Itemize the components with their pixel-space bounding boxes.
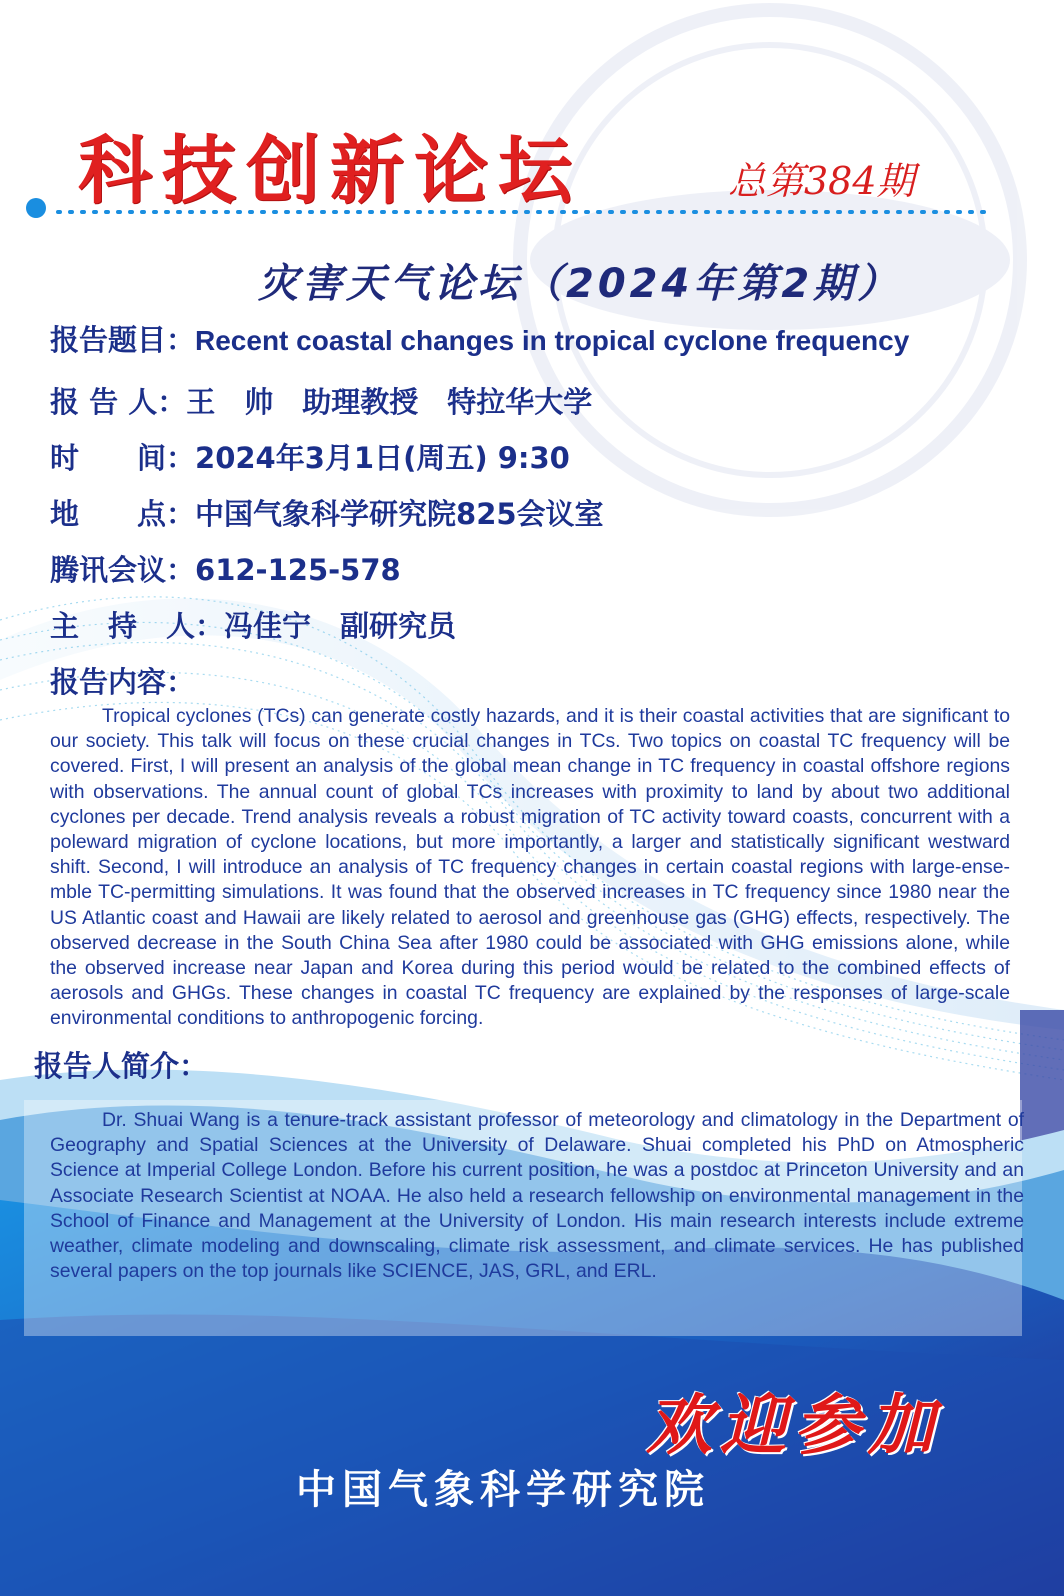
info-label: 主 持 人： — [50, 609, 225, 643]
organization-name: 中国气象科学研究院 — [296, 1467, 710, 1513]
info-label: 腾讯会议： — [50, 553, 196, 587]
info-row-location — [50, 492, 604, 533]
info-row-title — [50, 318, 909, 359]
info-row-time — [50, 436, 570, 477]
info-value: 中国气象科学研究院825会议室 — [195, 497, 604, 531]
info-value: Recent coastal changes in tropical cyclone frequency — [195, 325, 910, 356]
info-label: 报告题目： — [50, 323, 196, 357]
info-value: 612-125-578 — [195, 553, 401, 587]
forum-subtitle: 灾害天气论坛（2024年第2期） — [258, 261, 902, 307]
bio-paragraph: Dr. Shuai Wang is a tenure-track assistant professor of meteorology and climatology in the Department of Geography and Spatial Sciences at the University of Delaware. Shuai completed his PhD on Atmospheric Science at Imperial College London. Before his current position, he was a postdoc at Princeton University and an Associate Research Scientist at NOAA. He also held a research fellowship on environmental management in the School of Finance and Management at the University of London. His main research interests include extreme weather, climate modeling and downscaling, climate risk assessment, and climate services. He has published several papers on the top journals like SCIENCE, JAS, GRL, and ERL. — [50, 1109, 1024, 1283]
bio-heading: 报告人简介： — [34, 1049, 209, 1083]
info-label: 地 点： — [50, 497, 196, 531]
issue-number: 总第384期 — [728, 159, 915, 203]
info-row-speaker — [50, 380, 592, 421]
forum-title: 科技创新论坛 — [78, 128, 582, 214]
abstract-paragraph: Tropical cyclones (TCs) can generate costly hazards, and it is their coastal activities that are significant to our society. This talk will focus on these crucial changes in TCs. Two topics on coastal TC frequency will be covered. First, I will present an analysis of the global mean change in TC frequency in coastal offshore regions with observations. The annual count of global TCs increases with proximity to land by about two additional cyclones per decade. Trend analysis reveals a robust migration of TC activity toward coasts, concurrent with a poleward migration of cyclone locations, but more importantly, a larger and statistically significant westward shift. Second, I will introduce an analysis of TC frequency changes in certain coastal regions with large-ense-mble TC-permitting simulations. It was found that the observed increases in TC frequency since 1980 near the US Atlantic coast and Hawaii are likely related to aerosol and greenhouse gas (GHG) effects, respectively. The observed decrease in the South China Sea after 1980 could be associated with GHG emissions alone, while the observed increase near Japan and Korea during this period would be related to the combined effects of aerosols and GHGs. These changes in coastal TC frequency are explained by the responses of large-scale environmental conditions to anthropogenic forcing. — [50, 705, 1010, 1030]
info-value: 冯佳宁 副研究员 — [224, 609, 457, 643]
info-value: 王 帅 助理教授 特拉华大学 — [186, 385, 593, 419]
info-value: 2024年3月1日(周五) 9:30 — [195, 441, 570, 475]
info-row-meeting — [50, 548, 401, 589]
info-row-host — [50, 604, 456, 645]
abstract-text — [50, 704, 1010, 1032]
bio-text — [50, 1108, 1024, 1284]
welcome-text: 欢迎参加 — [646, 1387, 942, 1464]
info-label: 时 间： — [50, 441, 196, 475]
info-label: 报 告 人： — [50, 385, 187, 419]
abstract-heading: 报告内容： — [50, 665, 196, 699]
